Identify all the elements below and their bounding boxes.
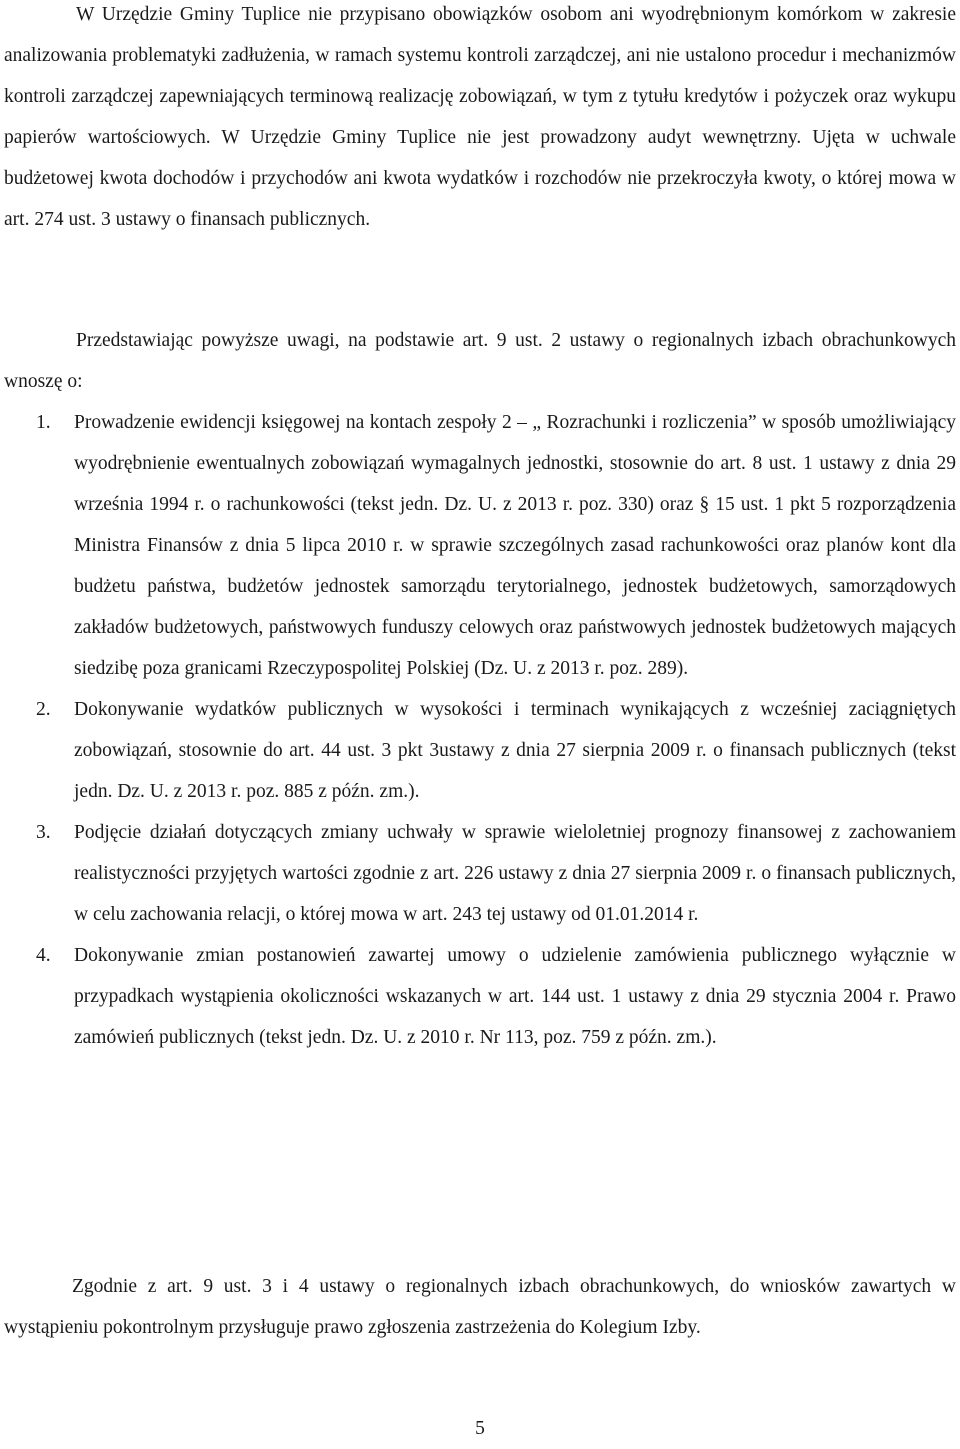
list-item-text: Dokonywanie wydatków publicznych w wysokości i terminach wynikających z wcześniej zaciągniętych zobowiązań, stosownie do art. 44 ust. 3 pkt 3ustawy z dnia 27 sierpnia 2009 r. o finansach publicznych (tekst jedn. Dz. U. z 2013 r. poz. 885 z późn. zm.). xyxy=(74,699,956,802)
list-item xyxy=(0,402,956,689)
list-item-number: 3. xyxy=(36,822,51,843)
list-item xyxy=(0,935,956,1058)
list-item-number: 4. xyxy=(36,945,51,966)
page-number: 5 xyxy=(475,1418,485,1439)
list-item-text: Podjęcie działań dotyczących zmiany uchwały w sprawie wieloletniej prognozy finansowej z zachowaniem realistyczności przyjętych wartości zgodnie z art. 226 ustawy z dnia 27 sierpnia 2009 r. o finansach publicznych, w celu zachowania relacji, o której mowa w art. 243 tej ustawy od 01.01.2014 r. xyxy=(74,822,956,925)
requests-list xyxy=(0,402,956,1058)
paragraph-requests-intro: Przedstawiając powyższe uwagi, na podstawie art. 9 ust. 2 ustawy o regionalnych izbach obrachunkowych wnoszę o: xyxy=(4,330,956,392)
list-item xyxy=(0,812,956,935)
list-item xyxy=(0,689,956,812)
paragraph-control-findings: W Urzędzie Gminy Tuplice nie przypisano obowiązków osobom ani wyodrębnionym komórkom w zakresie analizowania problematyki zadłużenia, w ramach systemu kontroli zarządczej, ani nie ustalono procedur i mechanizmów kontroli zarządczej zapewniających terminową realizację zobowiązań, w tym z tytułu kredytów i pożyczek oraz wykupu papierów wartościowych. W Urzędzie Gminy Tuplice nie jest prowadzony audyt wewnętrzny. Ujęta w uchwale budżetowej kwota dochodów i przychodów ani kwota wydatków i rozchodów nie przekroczyła kwoty, o której mowa w art. 274 ust. 3 ustawy o finansach publicznych. xyxy=(4,4,956,230)
list-item-number: 2. xyxy=(36,699,51,720)
paragraph-objection-right: Zgodnie z art. 9 ust. 3 i 4 ustawy o regionalnych izbach obrachunkowych, do wniosków zawartych w wystąpieniu pokontrolnym przysługuje prawo zgłoszenia zastrzeżenia do Kolegium Izby. xyxy=(4,1276,956,1338)
list-item-text: Prowadzenie ewidencji księgowej na kontach zespoły 2 – „ Rozrachunki i rozliczenia” w sposób umożliwiający wyodrębnienie ewentualnych zobowiązań wymagalnych jednostki, stosownie do art. 8 ust. 1 ustawy z dnia 29 września 1994 r. o rachunkowości (tekst jedn. Dz. U. z 2013 r. poz. 330) oraz § 15 ust. 1 pkt 5 rozporządzenia Ministra Finansów z dnia 5 lipca 2010 r. w sprawie szczególnych zasad rachunkowości oraz planów kont dla budżetu państwa, budżetów jednostek samorządu terytorialnego, jednostek budżetowych, samorządowych zakładów budżetowych, państwowych funduszy celowych oraz państwowych jednostek budżetowych mających siedzibę poza granicami Rzeczypospolitej Polskiej (Dz. U. z 2013 r. poz. 289). xyxy=(74,412,956,679)
list-item-number: 1. xyxy=(36,412,51,433)
list-item-text: Dokonywanie zmian postanowień zawartej umowy o udzielenie zamówienia publicznego wyłącznie w przypadkach wystąpienia okoliczności wskazanych w art. 144 ust. 1 ustawy z dnia 29 stycznia 2004 r. Prawo zamówień publicznych (tekst jedn. Dz. U. z 2010 r. Nr 113, poz. 759 z późn. zm.). xyxy=(74,945,956,1048)
